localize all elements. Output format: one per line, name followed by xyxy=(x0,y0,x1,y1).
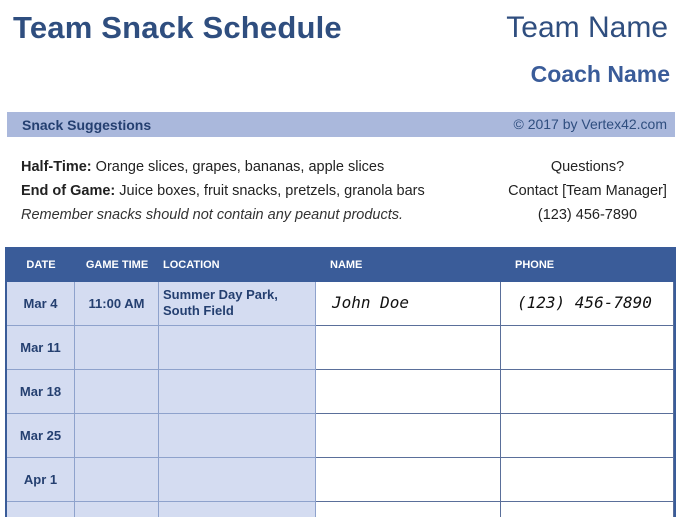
location-line1: Summer Day Park, xyxy=(163,287,278,302)
name-cell[interactable] xyxy=(316,370,501,414)
questions-text: Questions? xyxy=(550,159,625,175)
name-cell[interactable] xyxy=(316,458,501,502)
game-time-text: 11:00 AM xyxy=(88,296,145,311)
endgame-label: End of Game: xyxy=(21,183,116,199)
date-cell[interactable] xyxy=(7,414,75,458)
phone-cell[interactable] xyxy=(501,370,674,414)
time-cell[interactable] xyxy=(75,370,159,414)
header-name: NAME xyxy=(330,259,363,271)
table-row xyxy=(7,282,674,326)
header-location: LOCATION xyxy=(163,259,220,271)
endgame-line xyxy=(21,179,425,203)
location-cell[interactable] xyxy=(159,326,316,370)
date-text: Mar 11 xyxy=(20,340,61,355)
table-row xyxy=(7,326,674,370)
halftime-text: Orange slices, grapes, bananas, apple slices xyxy=(91,159,385,175)
schedule-table xyxy=(5,247,676,517)
header-game-time: GAME TIME xyxy=(85,259,149,271)
date-cell[interactable] xyxy=(7,282,75,326)
phone-text: (123) 456-7890 xyxy=(517,293,652,312)
date-cell[interactable] xyxy=(7,370,75,414)
name-cell[interactable] xyxy=(316,326,501,370)
date-cell[interactable] xyxy=(7,326,75,370)
date-text: Mar 18 xyxy=(19,384,62,399)
coach-name[interactable]: Coach Name xyxy=(530,61,670,87)
table-row xyxy=(7,370,674,414)
header-phone: PHONE xyxy=(515,259,555,271)
name-cell[interactable] xyxy=(316,414,501,458)
snack-suggestions-bar xyxy=(7,112,675,137)
phone-cell[interactable] xyxy=(501,282,674,326)
page-title: Team Snack Schedule xyxy=(13,10,342,45)
date-text: Mar 25 xyxy=(19,428,62,443)
snack-info xyxy=(21,155,425,227)
contact-text[interactable]: Contact [Team Manager] xyxy=(508,183,667,199)
location-cell[interactable] xyxy=(159,282,316,326)
peanut-note: Remember snacks should not contain any peanut products. xyxy=(21,207,404,223)
date-cell[interactable] xyxy=(7,458,75,502)
contact-phone[interactable]: (123) 456-7890 xyxy=(537,207,638,223)
halftime-line xyxy=(21,155,425,179)
phone-cell[interactable] xyxy=(501,326,674,370)
time-cell[interactable] xyxy=(75,282,159,326)
table-row xyxy=(7,414,674,458)
copyright-link[interactable]: © 2017 by Vertex42.com xyxy=(513,116,667,132)
table-row xyxy=(7,502,674,517)
phone-cell[interactable] xyxy=(501,502,674,517)
table-row xyxy=(7,458,674,502)
name-cell[interactable] xyxy=(316,502,501,517)
location-cell[interactable] xyxy=(159,458,316,502)
phone-cell[interactable] xyxy=(501,458,674,502)
location-text xyxy=(163,287,278,319)
table-header xyxy=(7,249,674,282)
contact-info xyxy=(500,155,675,227)
date-text: Apr 1 xyxy=(23,472,58,487)
header-date: DATE xyxy=(26,259,56,271)
time-cell[interactable] xyxy=(75,414,159,458)
phone-cell[interactable] xyxy=(501,414,674,458)
location-line2: South Field xyxy=(163,303,234,318)
name-cell[interactable] xyxy=(316,282,501,326)
team-name[interactable]: Team Name xyxy=(506,11,668,44)
location-cell[interactable] xyxy=(159,370,316,414)
time-cell[interactable] xyxy=(75,326,159,370)
endgame-text: Juice boxes, fruit snacks, pretzels, granola bars xyxy=(115,183,425,199)
date-text: Mar 4 xyxy=(23,296,58,311)
location-cell[interactable] xyxy=(159,502,316,517)
name-text: John Doe xyxy=(332,293,410,312)
time-cell[interactable] xyxy=(75,458,159,502)
location-cell[interactable] xyxy=(159,414,316,458)
date-cell[interactable] xyxy=(7,502,75,517)
time-cell[interactable] xyxy=(75,502,159,517)
snack-suggestions-label: Snack Suggestions xyxy=(22,117,152,133)
halftime-label: Half-Time: xyxy=(21,159,92,175)
